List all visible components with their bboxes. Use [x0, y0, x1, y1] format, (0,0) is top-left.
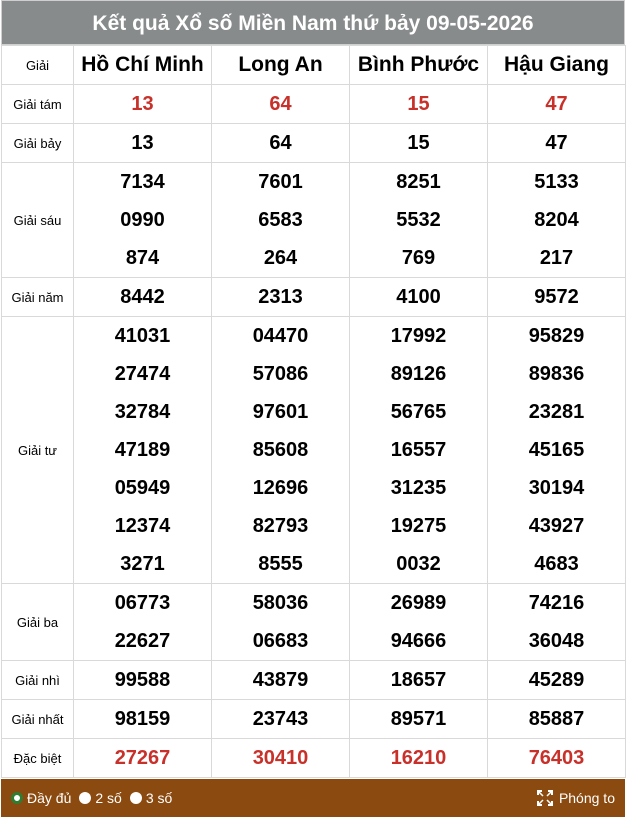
lottery-number: 0032	[396, 553, 441, 575]
lottery-number: 12696	[252, 477, 309, 499]
lottery-number: 05949	[114, 477, 171, 499]
lottery-number: 8442	[120, 286, 165, 308]
lottery-number: 13	[131, 93, 154, 115]
lottery-number: 12374	[114, 515, 171, 537]
lottery-number: 30410	[252, 747, 309, 769]
lottery-number: 47189	[114, 439, 171, 461]
prize-label: Giải tám	[2, 85, 74, 124]
prize-cell	[488, 85, 626, 124]
lottery-number: 76403	[528, 747, 585, 769]
prize-cell	[488, 278, 626, 317]
lottery-number: 94666	[390, 630, 447, 652]
option-label: 3 số	[145, 790, 173, 806]
prize-cell	[74, 317, 212, 584]
prize-row	[2, 739, 626, 778]
prize-cell	[212, 163, 350, 278]
lottery-number: 41031	[114, 325, 171, 347]
prize-column-header: Giải	[2, 46, 74, 85]
lottery-number: 45289	[528, 669, 585, 691]
prize-cell	[350, 124, 488, 163]
lottery-number: 47	[545, 132, 568, 154]
display-options-bar	[1, 779, 625, 817]
lottery-number: 27474	[114, 363, 171, 385]
lottery-number: 264	[263, 247, 298, 269]
lottery-number: 36048	[528, 630, 585, 652]
prize-cell	[74, 163, 212, 278]
prize-cell	[74, 700, 212, 739]
prize-label: Giải năm	[2, 278, 74, 317]
prize-row	[2, 584, 626, 661]
lottery-number: 4100	[396, 286, 441, 308]
prize-label: Giải ba	[2, 584, 74, 661]
lottery-number: 5532	[396, 209, 441, 231]
prize-label: Giải bảy	[2, 124, 74, 163]
lottery-number: 8204	[534, 209, 579, 231]
prize-cell	[212, 317, 350, 584]
option-label: 2 số	[95, 790, 122, 806]
lottery-number: 23743	[252, 708, 309, 730]
prize-cell	[350, 700, 488, 739]
lottery-number: 16210	[390, 747, 447, 769]
prize-cell	[488, 584, 626, 661]
lottery-number: 0990	[120, 209, 165, 231]
radio-icon[interactable]	[130, 792, 142, 804]
prize-cell	[488, 661, 626, 700]
option-full[interactable]	[11, 790, 71, 806]
results-table	[1, 45, 626, 778]
province-header: Hồ Chí Minh	[74, 46, 212, 85]
lottery-number: 82793	[252, 515, 309, 537]
prize-cell	[350, 739, 488, 778]
prize-cell	[74, 278, 212, 317]
lottery-number: 89571	[390, 708, 447, 730]
lottery-number: 31235	[390, 477, 447, 499]
prize-label: Đặc biệt	[2, 739, 74, 778]
prize-cell	[488, 317, 626, 584]
province-header: Long An	[212, 46, 350, 85]
expand-icon	[537, 790, 553, 806]
prize-row	[2, 278, 626, 317]
lottery-number: 13	[131, 132, 154, 154]
lottery-number: 9572	[534, 286, 579, 308]
prize-cell	[212, 661, 350, 700]
prize-cell	[212, 85, 350, 124]
prize-cell	[350, 278, 488, 317]
prize-cell	[350, 584, 488, 661]
lottery-number: 19275	[390, 515, 447, 537]
province-header: Bình Phước	[350, 46, 488, 85]
lottery-number: 26989	[390, 592, 447, 614]
lottery-number: 85608	[252, 439, 309, 461]
lottery-number: 45165	[528, 439, 585, 461]
lottery-number: 06773	[114, 592, 171, 614]
lottery-number: 217	[539, 247, 574, 269]
option-2-digits[interactable]	[79, 790, 121, 806]
lottery-number: 2313	[258, 286, 303, 308]
prize-row	[2, 661, 626, 700]
zoom-label: Phóng to	[558, 790, 615, 806]
option-label: Đầy đủ	[27, 790, 72, 806]
lottery-number: 23281	[528, 401, 585, 423]
lottery-number: 7601	[258, 171, 303, 193]
lottery-number: 06683	[252, 630, 309, 652]
lottery-number: 6583	[258, 209, 303, 231]
lottery-number: 8251	[396, 171, 441, 193]
lottery-number: 47	[545, 93, 568, 115]
option-3-digits[interactable]	[130, 790, 172, 806]
prize-label: Giải tư	[2, 317, 74, 584]
lottery-number: 85887	[528, 708, 585, 730]
lottery-number: 32784	[114, 401, 171, 423]
lottery-number: 874	[125, 247, 160, 269]
prize-cell	[212, 584, 350, 661]
prize-cell	[74, 124, 212, 163]
prize-label: Giải nhất	[2, 700, 74, 739]
prize-cell	[74, 739, 212, 778]
lottery-number: 64	[269, 93, 292, 115]
lottery-number: 89836	[528, 363, 585, 385]
lottery-number: 7134	[120, 171, 165, 193]
lottery-number: 17992	[390, 325, 447, 347]
province-header: Hậu Giang	[488, 46, 626, 85]
lottery-number: 99588	[114, 669, 171, 691]
prize-cell	[488, 163, 626, 278]
radio-icon[interactable]	[79, 792, 91, 804]
lottery-number: 18657	[390, 669, 447, 691]
zoom-button[interactable]	[537, 790, 615, 806]
lottery-number: 43879	[252, 669, 309, 691]
prize-row	[2, 124, 626, 163]
prize-row	[2, 317, 626, 584]
prize-label: Giải sáu	[2, 163, 74, 278]
lottery-number: 8555	[258, 553, 303, 575]
prize-cell	[212, 124, 350, 163]
lottery-number: 769	[401, 247, 436, 269]
lottery-number: 64	[269, 132, 292, 154]
lottery-number: 22627	[114, 630, 171, 652]
lottery-number: 16557	[390, 439, 447, 461]
prize-cell	[74, 661, 212, 700]
prize-cell	[212, 739, 350, 778]
prize-cell	[74, 85, 212, 124]
prize-cell	[212, 700, 350, 739]
lottery-results-widget	[1, 0, 625, 817]
prize-cell	[350, 163, 488, 278]
lottery-number: 04470	[252, 325, 309, 347]
lottery-number: 27267	[114, 747, 171, 769]
prize-cell	[488, 739, 626, 778]
prize-label: Giải nhì	[2, 661, 74, 700]
lottery-number: 57086	[252, 363, 309, 385]
lottery-number: 98159	[114, 708, 171, 730]
table-header-row	[2, 46, 626, 85]
lottery-number: 97601	[252, 401, 309, 423]
prize-cell	[488, 124, 626, 163]
prize-cell	[212, 278, 350, 317]
prize-row	[2, 163, 626, 278]
lottery-number: 5133	[534, 171, 579, 193]
prize-cell	[74, 584, 212, 661]
prize-row	[2, 85, 626, 124]
lottery-number: 3271	[120, 553, 165, 575]
lottery-number: 4683	[534, 553, 579, 575]
prize-row	[2, 700, 626, 739]
radio-selected-icon[interactable]	[11, 792, 23, 804]
lottery-number: 95829	[528, 325, 585, 347]
lottery-number: 58036	[252, 592, 309, 614]
lottery-number: 30194	[528, 477, 585, 499]
lottery-number: 15	[407, 93, 430, 115]
prize-cell	[350, 317, 488, 584]
lottery-number: 74216	[528, 592, 585, 614]
prize-cell	[350, 85, 488, 124]
results-title: Kết quả Xổ số Miền Nam thứ bảy 09-05-2026	[1, 0, 625, 45]
prize-cell	[488, 700, 626, 739]
prize-cell	[350, 661, 488, 700]
lottery-number: 15	[407, 132, 430, 154]
lottery-number: 89126	[390, 363, 447, 385]
lottery-number: 43927	[528, 515, 585, 537]
lottery-number: 56765	[390, 401, 447, 423]
